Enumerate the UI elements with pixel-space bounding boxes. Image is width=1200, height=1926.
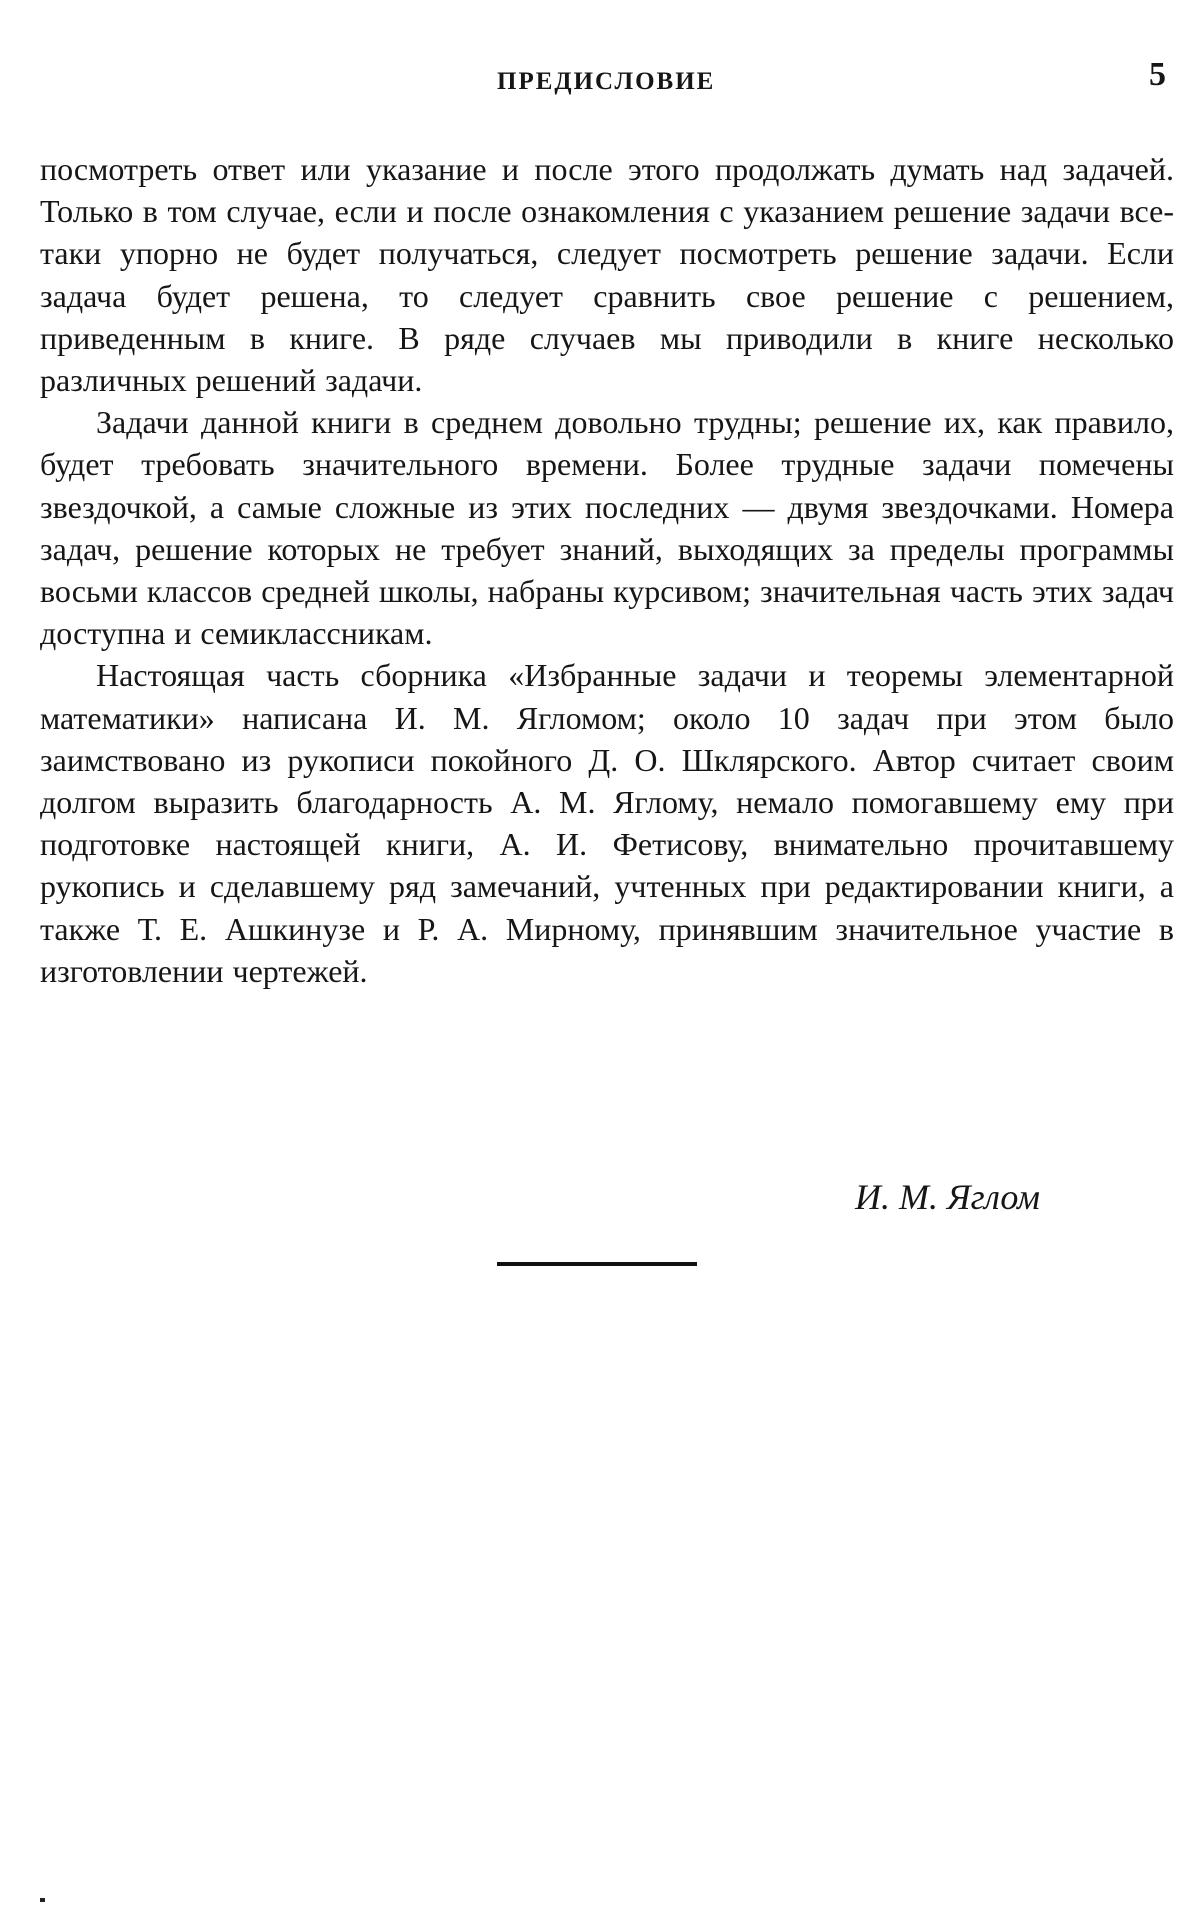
author-signature: И. М. Яглом: [855, 1177, 1040, 1217]
paragraph-continuation: посмотреть ответ или указание и после этого продолжать думать над задачей. Только в том случае, если и после ознакомления с указанием решение задачи все-таки упорно не будет получаться, следует посмотреть решение задачи. Если задача будет решена, то следует сравнить свое решение с решением, приведенным в книге. В ряде случаев мы приводили в книге несколько различных решений задачи.: [40, 151, 1174, 399]
running-head: ПРЕДИСЛОВИЕ: [497, 68, 716, 95]
section-end-rule: [497, 1262, 697, 1266]
preface-body: [40, 148, 1174, 992]
paragraph-difficulty: Задачи данной книги в среднем довольно трудны; решение их, как правило, будет требовать значительного времени. Более трудные задачи помечены звездочкой, а самые сложные из этих последних — двумя звездочками. Номера задач, решение которых не требует знаний, выходящих за пределы программы восьми классов средней школы, набраны курсивом; значительная часть этих задач доступна и семиклассникам.: [40, 404, 1174, 652]
scan-speck: [40, 1898, 45, 1902]
paragraph-acknowledgements: Настоящая часть сборника «Избранные задачи и теоремы элементарной математики» написана И. М. Ягломом; около 10 задач при этом было заимствовано из рукописи покойного Д. О. Шклярского. Автор считает своим долгом выразить благодарность А. М. Яглому, немало помогавшему ему при подготовке настоящей книги, А. И. Фетисову, внимательно прочитавшему рукопись и сделавшему ряд замечаний, учтенных при редактировании книги, а также Т. Е. Ашкинузе и Р. А. Мирному, принявшим значительное участие в изготовлении чертежей.: [40, 657, 1174, 989]
page-number: 5: [1149, 56, 1166, 93]
